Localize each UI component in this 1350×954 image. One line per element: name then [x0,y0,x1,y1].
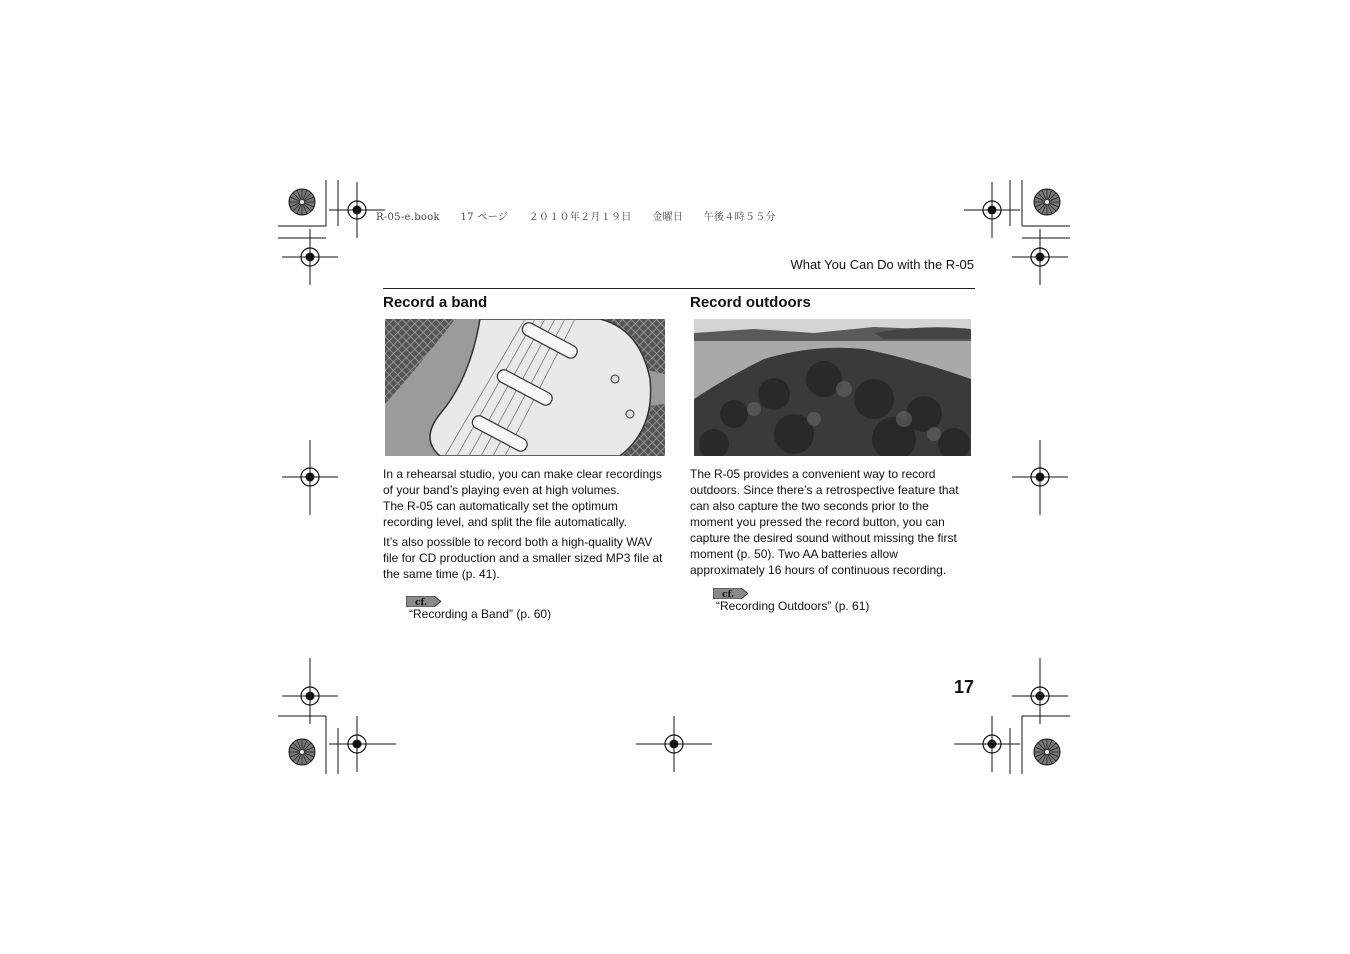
cf-arrow-icon [406,596,441,607]
section-heading: Record a band [383,294,488,311]
registration-mark-left-upper [282,229,338,285]
landscape-photo [694,319,971,456]
cf-badge-label: cf. [722,590,735,599]
body-paragraph: The R-05 can automatically set the optimum recording level, and split the file automatically. [383,499,627,529]
cf-badge-label: cf. [415,598,428,607]
section-heading: Record outdoors [690,294,811,311]
color-target-top-left [289,189,315,215]
body-paragraph: In a rehearsal studio, you can make clear recordings of your band’s playing even at high volumes. [383,467,662,497]
header-rule [383,288,975,289]
color-target-top-right [1034,189,1060,215]
guitar-photo [385,319,665,456]
body-paragraph: It’s also possible to record both a high-quality WAV file for CD production and a smaller sized MP3 file at the same time (p. 41). [383,535,663,581]
body-paragraph: The R-05 provides a convenient way to record outdoors. Since there’s a retrospective feature that can also capture the two seconds prior to the moment you pressed the record button, you can capture the desired sound without missing the first moment (p. 50). Two AA batteries allow approximately 16 hours of continuous recording. [690,467,959,577]
running-head: What You Can Do with the R-05 [790,257,974,272]
color-target-bottom-left [289,739,315,765]
print-slug-line: R-05-e.book 17 ページ ２０１０年２月１９日 金曜日 午後４時５５分 [376,212,776,223]
section-record-outdoors [690,293,972,616]
cross-reference [713,588,972,616]
registration-mark-top-right [964,182,1020,238]
cf-arrow-icon [713,588,748,599]
cross-reference [406,596,665,624]
page-number: 17 [953,677,974,697]
color-target-bottom-right [1034,739,1060,765]
section-record-band [383,293,665,624]
cross-reference-link[interactable]: “Recording Outdoors” (p. 61) [716,599,870,613]
cross-reference-link[interactable]: “Recording a Band” (p. 60) [409,607,552,621]
registration-mark-right-upper [1012,229,1068,285]
